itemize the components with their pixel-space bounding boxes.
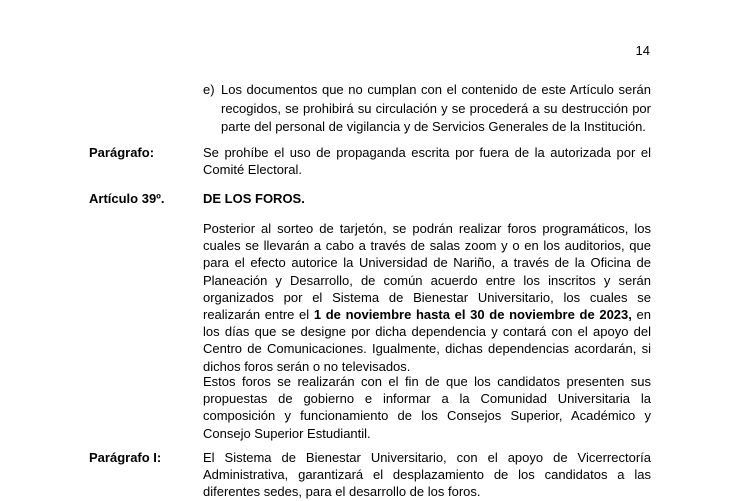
articulo-title: DE LOS FOROS. bbox=[203, 191, 305, 206]
articulo-label: Artículo 39º. bbox=[89, 191, 165, 206]
paragrafo-label: Parágrafo: bbox=[89, 145, 155, 160]
paragraph-1-text-start: Posterior al sorteo de tarjetón, se podrán realizar foros programáticos, los cuales se llevarán a cabo a través de salas zoom y o en los auditorios, que para el efecto autorice la Universidad de Nariño, a través de la Oficina de Planeación y Desarrollo, de común acuerdo entre los inscritos y serán organizados por el Sistema de Bienestar Universitario, los cuales se realizarán entre el bbox=[203, 221, 651, 323]
paragrafo-1-label: Parágrafo I: bbox=[89, 450, 162, 465]
articulo-paragraph-2: Estos foros se realizarán con el fin de que los candidatos presenten sus propuestas de gobierno e informar a la Comunidad Universitaria la composición y funcionamiento de los Consejos Superior, Académico y Consejo Superior Estudiantil. bbox=[203, 374, 651, 441]
paragraph-1-text-end: en los días que se designe por dicha dependencia y contará con el apoyo del Centro de Comunicaciones. Igualmente, dichas dependencias acordarán, si dichos foros serán o no televisados. bbox=[203, 307, 652, 374]
paragrafo-1-text: El Sistema de Bienestar Universitario, con el apoyo de Vicerrectoría Administrativa, garantizará el desplazamiento de los candidatos a las diferentes sedes, para el desarrollo de los foros. bbox=[203, 450, 651, 500]
list-marker: e) bbox=[203, 82, 215, 97]
list-item-e bbox=[203, 81, 651, 137]
page-number: 14 bbox=[635, 43, 650, 58]
paragraph-1-date-range: 1 de noviembre hasta el 30 de noviembre de 2023, bbox=[313, 307, 632, 323]
list-item-text: Los documentos que no cumplan con el contenido de este Artículo serán recogidos, se prohibirá su circulación y se procederá a su destrucción por parte del personal de vigilancia y de Servicios Generales de la Institución. bbox=[221, 82, 651, 134]
paragrafo-text: Se prohíbe el uso de propaganda escrita por fuera de la autorizada por el Comité Electoral. bbox=[203, 145, 651, 178]
articulo-paragraph-1 bbox=[203, 220, 651, 375]
